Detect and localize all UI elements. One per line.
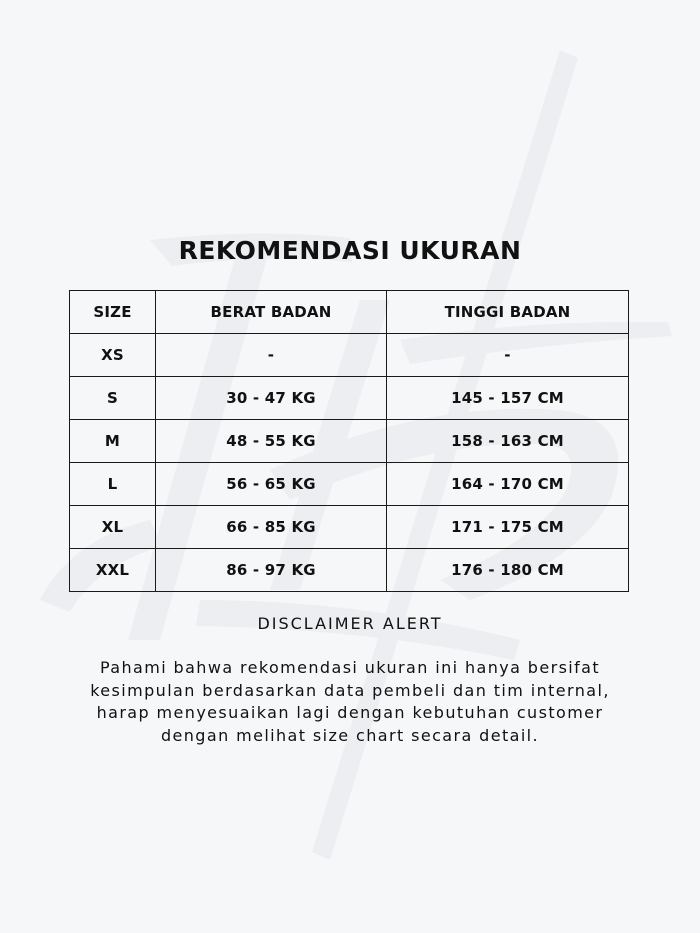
table-row — [70, 334, 629, 377]
weight-cell: 66 - 85 KG — [156, 506, 387, 549]
table-row — [70, 420, 629, 463]
height-cell: 171 - 175 CM — [387, 506, 629, 549]
disclaimer-line: harap menyesuaikan lagi dengan kebutuhan customer — [96, 703, 604, 722]
size-recommendation-table — [69, 290, 629, 592]
size-cell: L — [70, 463, 156, 506]
header-size: SIZE — [70, 291, 156, 334]
disclaimer-line: kesimpulan berdasarkan data pembeli dan tim internal, — [90, 680, 610, 700]
disclaimer-line: dengan melihat size chart secara detail. — [160, 725, 540, 745]
weight-cell: 30 - 47 KG — [156, 377, 387, 420]
table-row — [70, 549, 629, 592]
table-header-row — [70, 291, 629, 334]
header-height: TINGGI BADAN — [387, 291, 629, 334]
weight-cell: 86 - 97 KG — [156, 549, 387, 592]
weight-cell: 56 - 65 KG — [156, 463, 387, 506]
disclaimer-text — [40, 657, 660, 747]
size-cell: XXL — [70, 549, 156, 592]
size-cell: XS — [70, 334, 156, 377]
disclaimer-line: Pahami bahwa rekomendasi ukuran ini hanya bersifat — [99, 658, 601, 677]
header-weight: BERAT BADAN — [156, 291, 387, 334]
size-cell: XL — [70, 506, 156, 549]
height-cell: 145 - 157 CM — [387, 377, 629, 420]
table-row — [70, 377, 629, 420]
height-cell: - — [387, 334, 629, 377]
height-cell: 158 - 163 CM — [387, 420, 629, 463]
size-cell: M — [70, 420, 156, 463]
disclaimer-title: DISCLAIMER ALERT — [257, 614, 443, 633]
height-cell: 164 - 170 CM — [387, 463, 629, 506]
height-cell: 176 - 180 CM — [387, 549, 629, 592]
table-row — [70, 463, 629, 506]
weight-cell: 48 - 55 KG — [156, 420, 387, 463]
page-title: REKOMENDASI UKURAN — [178, 236, 522, 265]
weight-cell: - — [156, 334, 387, 377]
size-cell: S — [70, 377, 156, 420]
table-row — [70, 506, 629, 549]
